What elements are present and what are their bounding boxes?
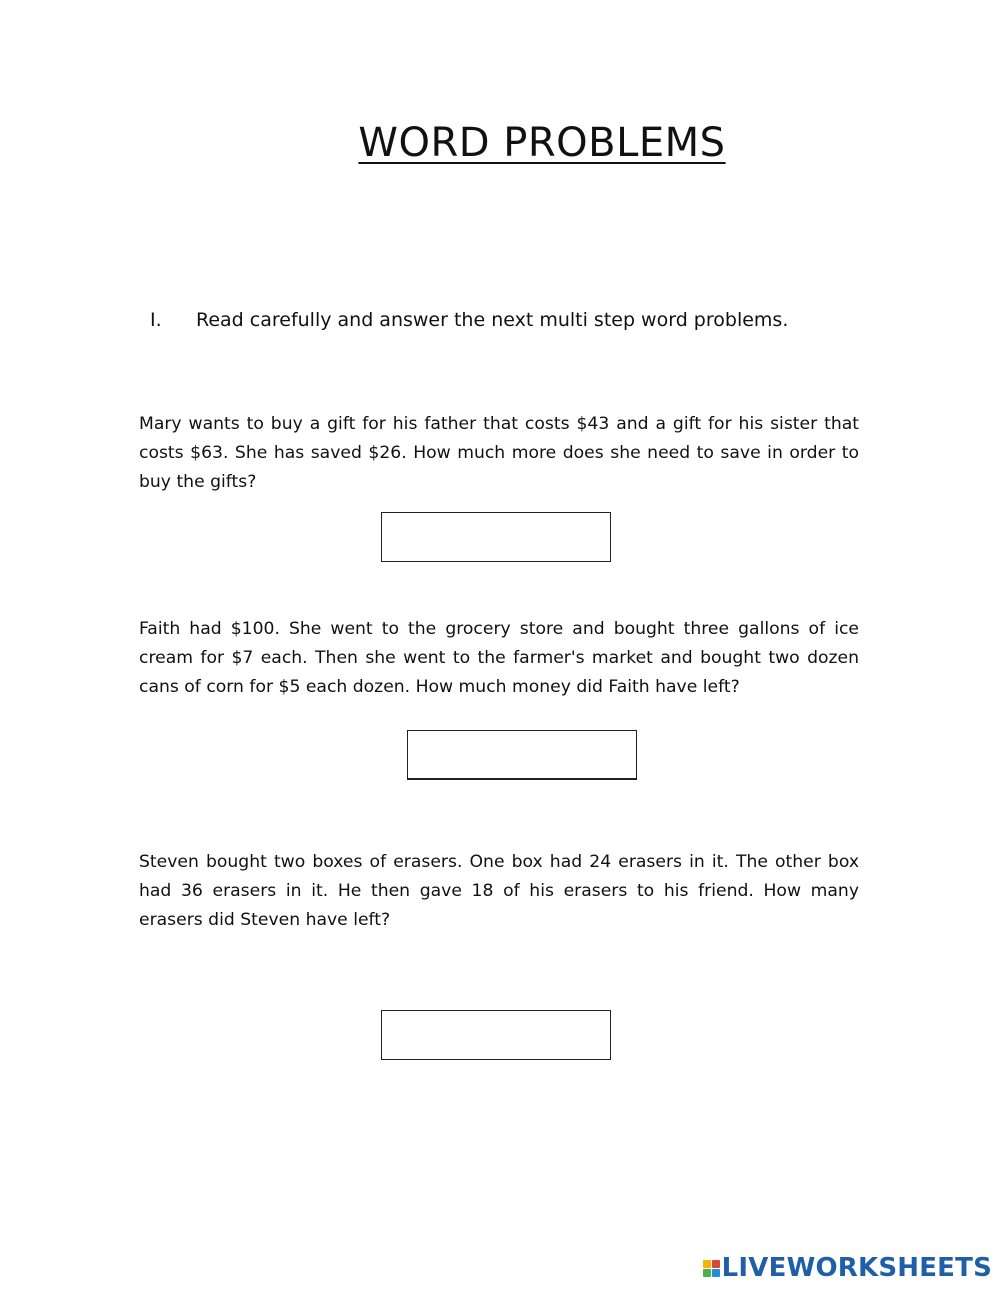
instruction-number: I. <box>150 309 162 331</box>
liveworksheets-logo[interactable] <box>703 1253 992 1283</box>
problem-1-text: Mary wants to buy a gift for his father that costs $43 and a gift for his sister that costs $63. She has saved $26. How much more does she need to save in order to buy the gifts? <box>139 414 859 492</box>
logo-square-3 <box>703 1269 711 1277</box>
instruction-text: Read carefully and answer the next multi step word problems. <box>196 309 789 331</box>
logo-text: LIVEWORKSHEETS <box>721 1253 992 1283</box>
logo-square-1 <box>703 1260 711 1268</box>
answer-box-3[interactable] <box>381 1010 611 1060</box>
logo-square-2 <box>712 1260 720 1268</box>
problem-3-text: Steven bought two boxes of erasers. One box had 24 erasers in it. The other box had 36 erasers in it. He then gave 18 of his erasers to his friend. How many erasers did Steven have left? <box>139 852 859 930</box>
logo-square-4 <box>712 1269 720 1277</box>
problem-2-text: Faith had $100. She went to the grocery store and bought three gallons of ice cream for $7 each. Then she went to the farmer's market and bought two dozen cans of corn for $5 each dozen. How much money did Faith have left? <box>139 619 859 697</box>
instruction <box>150 309 788 331</box>
worksheet-title: WORD PROBLEMS <box>358 120 726 166</box>
answer-box-2[interactable] <box>407 730 637 780</box>
logo-squares-icon <box>703 1260 720 1277</box>
answer-box-1[interactable] <box>381 512 611 562</box>
